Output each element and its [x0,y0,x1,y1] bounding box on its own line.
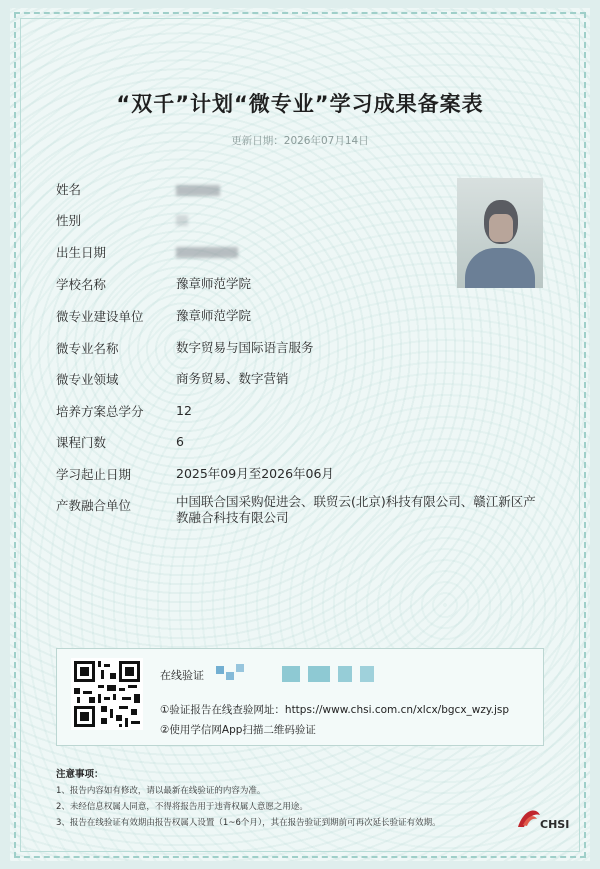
field-label-partner: 产教融合单位 [56,498,132,513]
field-value-dates: 2025年09月至2026年06月 [176,466,334,481]
field-label-builder: 微专业建设单位 [56,309,144,324]
redacted-verify-code [216,662,246,684]
document-title: “双千”计划“微专业”学习成果备案表 [116,92,484,116]
note-item: 2、未经信息权属人同意，不得将报告用于违背权属人意愿之用途。 [56,802,308,812]
field-value-builder: 豫章师范学院 [176,308,252,323]
student-photo [457,178,543,288]
field-label-major-name: 微专业名称 [56,341,119,356]
field-label-courses: 课程门数 [56,435,107,450]
field-value-courses: 6 [176,434,184,449]
chsi-logo-text: CHSI [540,818,570,831]
note-item: 3、报告在线验证有效期由报告权属人设置（1~6个月），其在报告验证到期前可再次延长验证有效期。 [56,818,441,828]
field-value-partner: 中国联合国采购促进会、联贸云(北京)科技有限公司、赣江新区产教融合科技有限公司 [176,494,536,525]
field-value-field: 商务贸易、数字营销 [176,371,289,386]
verify-url-line[interactable]: ①验证报告在线查验网址：https://www.chsi.com.cn/xlcx/bgcx_wzy.jsp [160,704,509,716]
online-verify-label: 在线验证 [160,669,204,682]
field-label-name: 姓名 [56,182,82,197]
field-label-school: 学校名称 [56,277,107,292]
note-item: 1、报告内容如有修改，请以最新在线验证的内容为准。 [56,786,266,796]
verify-app-line: ②使用学信网App扫描二维码验证 [160,724,316,736]
notes-title: 注意事项： [56,769,104,780]
updated-date: 更新日期：2026年07月14日 [231,135,369,147]
field-value-major-name: 数字贸易与国际语言服务 [176,340,314,355]
field-value-credits: 12 [176,403,192,418]
redacted-gender [176,215,188,226]
qr-code-icon[interactable] [71,658,143,730]
redacted-verify-code-2 [282,662,382,684]
field-label-gender: 性别 [56,213,82,228]
redacted-birthdate [176,247,238,258]
field-label-birthdate: 出生日期 [56,245,107,260]
field-label-credits: 培养方案总学分 [56,404,144,419]
field-label-dates: 学习起止日期 [56,467,132,482]
redacted-name [176,185,220,196]
field-value-school: 豫章师范学院 [176,276,252,291]
field-label-field: 微专业领域 [56,372,119,387]
